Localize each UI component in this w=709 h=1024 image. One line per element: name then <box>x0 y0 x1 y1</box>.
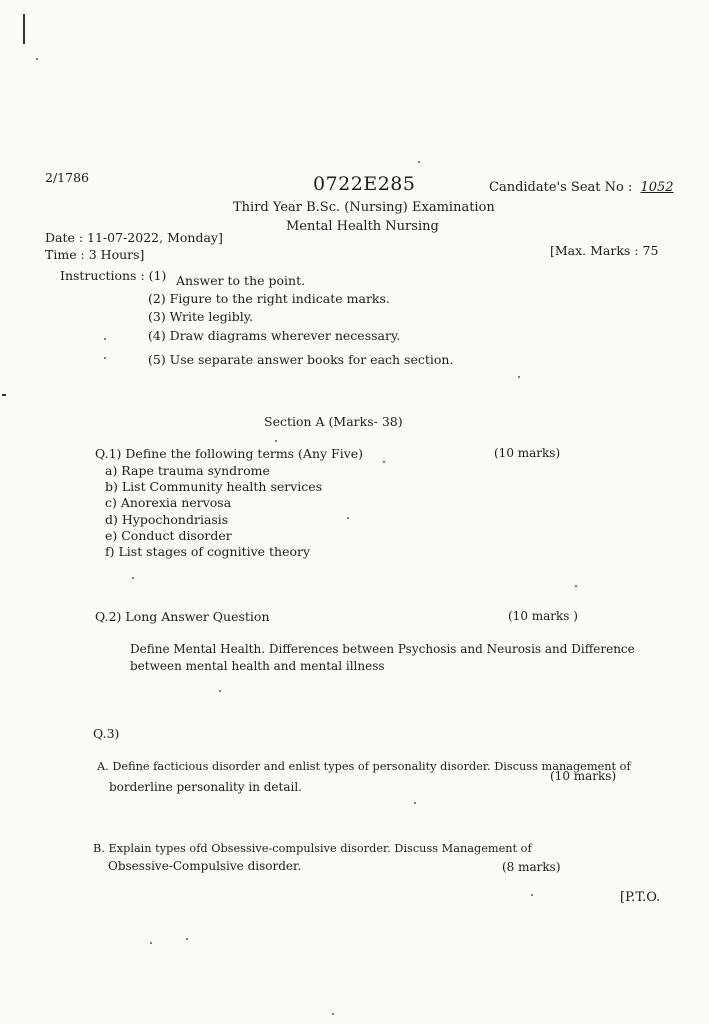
scan-dot <box>219 690 221 692</box>
scan-margin-mark <box>23 14 25 44</box>
scan-dot <box>347 517 349 519</box>
seat-value: 1052 <box>640 180 674 195</box>
scan-dot <box>36 58 38 60</box>
max-marks: [Max. Marks : 75 <box>550 243 659 258</box>
scan-dot <box>104 338 106 340</box>
scan-dot <box>575 585 577 587</box>
q3b-text-line1: B. Explain types ofd Obsessive-compulsive disorder. Discuss Management of <box>93 842 532 855</box>
q1-item: d) Hypochondriasis <box>105 512 229 527</box>
scan-dot <box>275 440 277 442</box>
instruction-item: (5) Use separate answer books for each section. <box>148 352 454 367</box>
paper-code: 0722E285 <box>313 173 416 195</box>
please-turn-over: [P.T.O. <box>620 890 661 905</box>
scan-dot <box>332 1013 334 1015</box>
q1-item: f) List stages of cognitive theory <box>105 544 311 559</box>
exam-time: Time : 3 Hours] <box>45 247 145 262</box>
paper-reference: 2/1786 <box>45 170 89 185</box>
instructions-label: Instructions : (1) <box>60 268 167 283</box>
q1-item: c) Anorexia nervosa <box>105 495 232 510</box>
scan-dot <box>531 894 533 896</box>
instruction-item: Answer to the point. <box>176 273 306 288</box>
q3b-text-line2: Obsessive-Compulsive disorder. <box>108 859 302 873</box>
scan-dot <box>518 376 520 378</box>
q2-text-line1: Define Mental Health. Differences between Psychosis and Neurosis and Difference <box>130 642 635 656</box>
scan-left-tick <box>2 394 6 396</box>
q3a-text-line1: A. Define facticious disorder and enlist types of personality disorder. Discuss management of <box>97 760 631 773</box>
q3b-marks: (8 marks) <box>502 860 561 874</box>
scan-dot <box>186 938 188 940</box>
scan-dot <box>150 942 152 944</box>
instruction-item: (2) Figure to the right indicate marks. <box>148 291 390 306</box>
q2-text-line2: between mental health and mental illness <box>130 659 385 673</box>
scan-dot <box>383 461 385 463</box>
q3a-marks: (10 marks) <box>550 769 617 783</box>
q3-label: Q.3) <box>93 726 120 741</box>
section-title: Section A (Marks- 38) <box>264 414 403 429</box>
q2-marks: (10 marks ) <box>508 609 578 623</box>
q1-stem: Q.1) Define the following terms (Any Five) <box>95 446 364 461</box>
q2-stem: Q.2) Long Answer Question <box>95 609 270 624</box>
exam-date: Date : 11-07-2022, Monday] <box>45 230 223 245</box>
instruction-item: (4) Draw diagrams wherever necessary. <box>148 328 401 343</box>
scan-dot <box>418 161 420 163</box>
seat-label: Candidate's Seat No : <box>489 180 633 195</box>
exam-title: Third Year B.Sc. (Nursing) Examination <box>233 200 495 215</box>
instruction-item: (3) Write legibly. <box>148 309 254 324</box>
scan-dot <box>132 577 134 579</box>
q1-item: b) List Community health services <box>105 479 323 494</box>
q1-item: e) Conduct disorder <box>105 528 232 543</box>
q1-item: a) Rape trauma syndrome <box>105 463 270 478</box>
q3a-text-line2: borderline personality in detail. <box>109 780 302 794</box>
q1-marks: (10 marks) <box>494 446 561 460</box>
scan-dot <box>414 802 416 804</box>
subject-title: Mental Health Nursing <box>286 219 439 234</box>
seat-number <box>489 180 686 195</box>
scan-dot <box>104 357 106 359</box>
